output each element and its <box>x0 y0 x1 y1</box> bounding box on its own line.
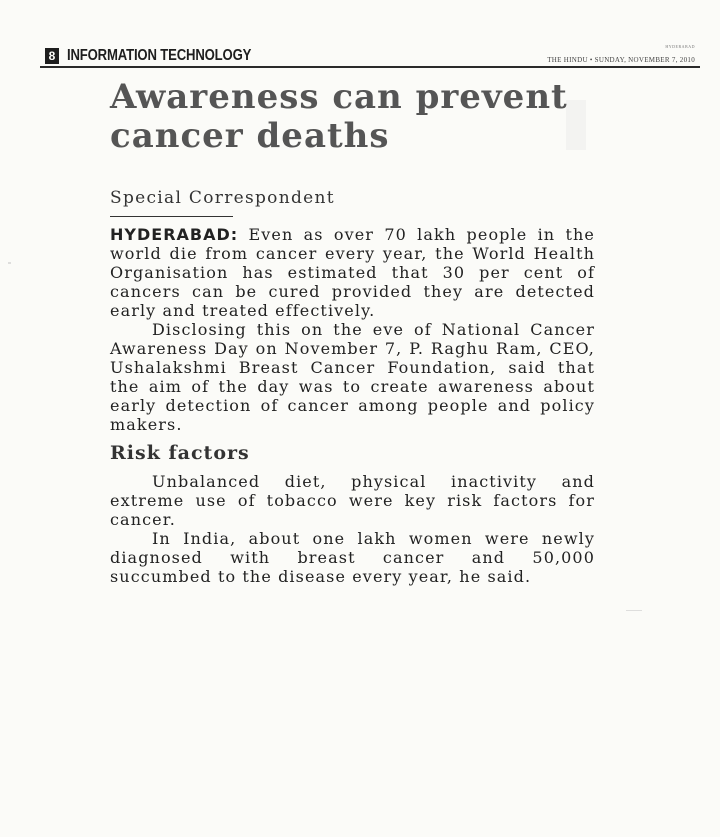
article-paragraph-2: Disclosing this on the eve of National Cancer Awareness Day on November 7, P. Raghu Ram, CEO, Ushalakshmi Breast Cancer Foundation, said that the aim of the day was to create awareness about early detection of cancer among people and policy makers. <box>110 320 595 434</box>
paragraph-text: Even as over 70 lakh people in the world die from cancer every year, the World Health Organisation has estimated that 30 per cent of cancers can be cured provided they are detected early and treated effectively. <box>110 225 595 320</box>
article-paragraph-3: Unbalanced diet, physical inactivity and extreme use of tobacco were key risk factors for cancer. <box>110 472 595 529</box>
page-masthead <box>40 44 700 68</box>
article-paragraph-1 <box>110 225 595 320</box>
scan-smudge <box>566 100 586 150</box>
subhead: Risk factors <box>110 442 250 464</box>
byline-rule <box>110 216 233 217</box>
byline: Special Correspondent <box>110 188 335 208</box>
section-title: INFORMATION TECHNOLOGY <box>67 47 252 64</box>
newspaper-dateline: THE HINDU • SUNDAY, NOVEMBER 7, 2010 <box>547 56 695 64</box>
scan-speck <box>8 262 11 264</box>
masthead-rule <box>40 66 700 68</box>
dateline-word: HYDERABAD: <box>110 225 239 244</box>
article <box>110 78 600 586</box>
edition-label: HYDERABAD <box>665 44 695 49</box>
article-paragraph-4: In India, about one lakh women were newly diagnosed with breast cancer and 50,000 succumbed to the disease every year, he said. <box>110 529 595 586</box>
headline: Awareness can prevent cancer deaths <box>110 77 568 156</box>
page-number: 8 <box>45 48 59 64</box>
scan-speck <box>626 610 642 611</box>
